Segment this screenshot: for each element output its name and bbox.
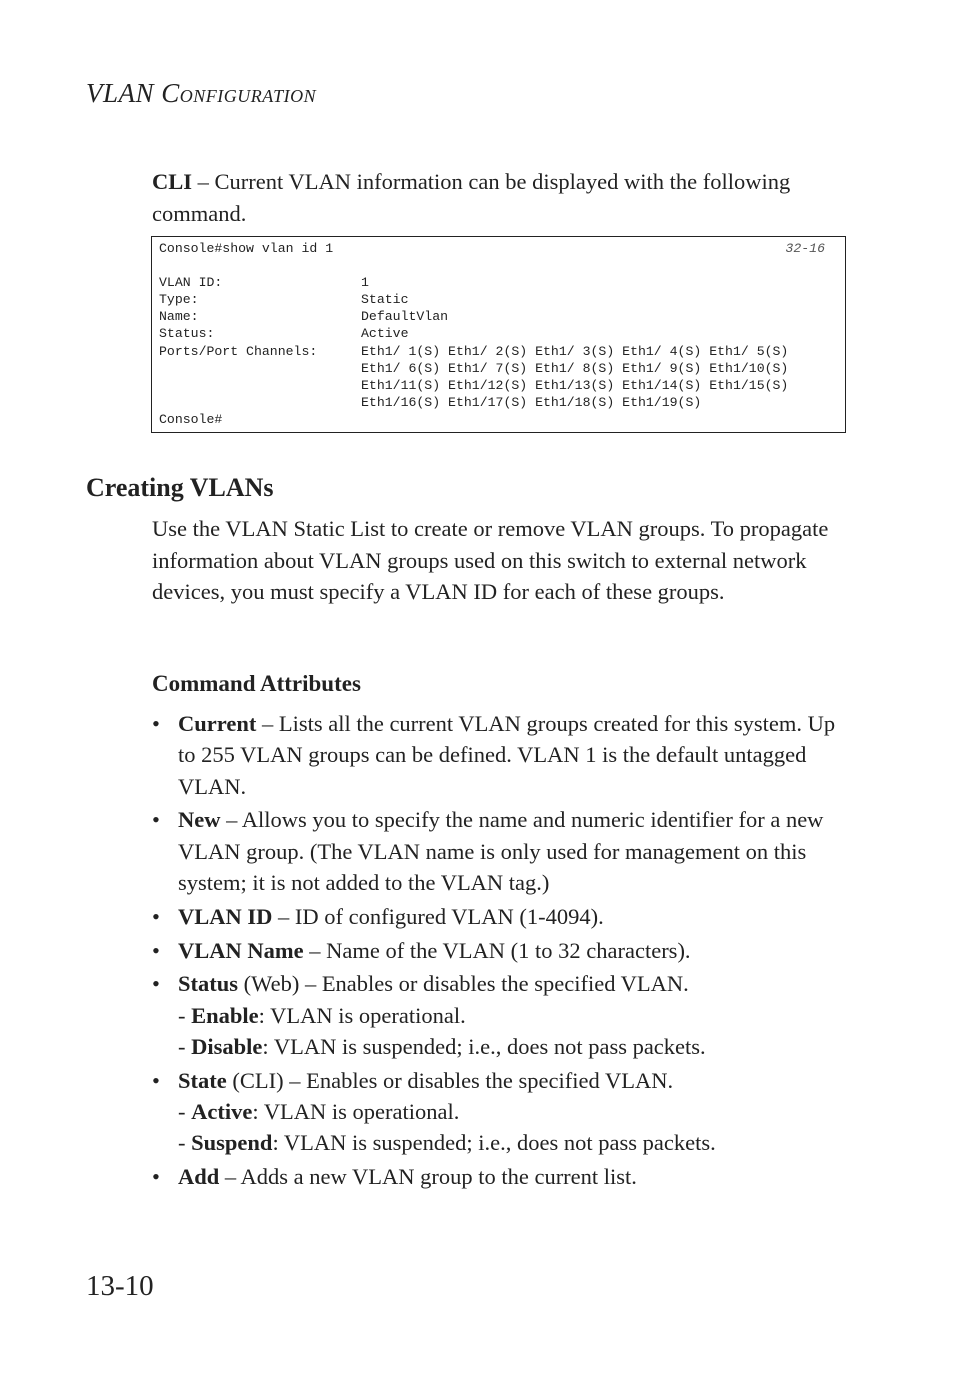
sub-term: Suspend: [191, 1130, 273, 1156]
attribute-item: [152, 804, 848, 898]
cli-intro-text: – Current VLAN information can be displayed with the following command.: [152, 169, 791, 226]
attribute-description: – Allows you to specify the name and numeric identifier for a new VLAN group. (The VLAN name is only used for management on this system; it is not added to the VLAN tag.): [178, 807, 824, 895]
code-field-value: Eth1/16(S) Eth1/17(S) Eth1/18(S) Eth1/19(S): [361, 394, 702, 410]
attributes-list: [152, 708, 848, 1195]
header-initial: V: [86, 78, 103, 108]
sub-term: Active: [191, 1099, 253, 1125]
header-small-caps: ONFIGURATION: [179, 86, 317, 106]
header-rest: LAN C: [103, 78, 180, 108]
code-field-value: Static: [361, 292, 409, 308]
code-field-line: [159, 394, 845, 411]
cli-intro: [152, 166, 848, 229]
attribute-description: (CLI) – Enables or disables the specified VLAN.: [226, 1067, 674, 1093]
code-field-value: Eth1/ 1(S) Eth1/ 2(S) Eth1/ 3(S) Eth1/ 4(S) Eth1/ 5(S): [361, 343, 789, 359]
code-blank-line: [159, 257, 845, 274]
sub-prefix: -: [178, 1099, 192, 1125]
bullet-icon: •: [152, 903, 160, 929]
code-field-line: [159, 325, 845, 342]
code-command: Console#show vlan id 1: [159, 241, 334, 256]
code-field-key: Type:: [159, 292, 199, 308]
bullet-icon: •: [152, 711, 160, 736]
attribute-item: [152, 1065, 848, 1159]
code-field-key: Ports/Port Channels:: [159, 343, 318, 359]
code-field-line: [159, 360, 845, 377]
sub-description: : VLAN is operational.: [252, 1099, 460, 1125]
sub-description: : VLAN is suspended; i.e., does not pass packets.: [272, 1130, 716, 1156]
attribute-term: VLAN ID: [178, 903, 273, 929]
attribute-item: [152, 901, 848, 932]
code-field-value: Eth1/ 6(S) Eth1/ 7(S) Eth1/ 8(S) Eth1/ 9(S) Eth1/10(S): [361, 360, 789, 376]
attribute-description: – Name of the VLAN (1 to 32 characters).: [303, 937, 691, 963]
bullet-icon: •: [152, 1067, 160, 1093]
bullet-icon: •: [152, 937, 160, 963]
code-field-line: [159, 308, 845, 325]
section-title: Creating VLANs: [86, 473, 274, 502]
running-header: [86, 78, 316, 109]
attribute-term: State: [178, 1067, 227, 1093]
attribute-sub-line: [178, 1096, 848, 1127]
code-field-value: 1: [361, 275, 369, 291]
attribute-sub-line: [178, 1127, 848, 1158]
attribute-item: [152, 708, 848, 802]
sub-term: Enable: [191, 1002, 259, 1028]
code-example: [151, 236, 846, 433]
attribute-description: – Lists all the current VLAN groups created for this system. Up to 255 VLAN groups can be defined. VLAN 1 is the default untagged VLAN.: [178, 711, 836, 799]
code-field-value: Active: [361, 326, 409, 342]
sub-prefix: -: [178, 1130, 192, 1156]
attribute-term: Status: [178, 971, 239, 997]
code-field-line: [159, 291, 845, 308]
code-field-line: [159, 377, 845, 394]
attribute-sub-line: [178, 1000, 848, 1031]
sub-description: : VLAN is operational.: [258, 1002, 466, 1028]
attribute-sub-line: [178, 1031, 848, 1062]
attribute-term: Current: [178, 711, 257, 736]
attributes-title: Command Attributes: [152, 671, 361, 696]
code-fields: [159, 274, 845, 411]
code-field-line: [159, 274, 845, 291]
attribute-description: (Web) – Enables or disables the specified VLAN.: [238, 971, 689, 997]
bullet-icon: •: [152, 971, 160, 997]
sub-description: : VLAN is suspended; i.e., does not pass packets.: [262, 1033, 706, 1059]
attribute-item: [152, 1161, 848, 1192]
page-number: 13-10: [86, 1270, 154, 1302]
bullet-icon: •: [152, 1164, 160, 1190]
attribute-description: – ID of configured VLAN (1-4094).: [272, 903, 604, 929]
section-paragraph: Use the VLAN Static List to create or remove VLAN groups. To propagate information about VLAN groups used on this switch to external network devices, you must specify a VLAN ID for each of these groups.: [152, 516, 829, 604]
attribute-item: [152, 935, 848, 966]
attribute-term: Add: [178, 1164, 220, 1190]
code-field-line: [159, 343, 845, 360]
code-field-value: DefaultVlan: [361, 309, 449, 325]
attribute-item: [152, 968, 848, 1062]
code-field-key: VLAN ID:: [159, 275, 223, 291]
sub-term: Disable: [191, 1033, 263, 1059]
sub-prefix: -: [178, 1002, 192, 1028]
bullet-icon: •: [152, 807, 160, 833]
code-field-key: Name:: [159, 309, 199, 325]
cli-label: CLI: [152, 169, 193, 194]
attribute-term: VLAN Name: [178, 937, 304, 963]
code-field-value: Eth1/11(S) Eth1/12(S) Eth1/13(S) Eth1/14(S) Eth1/15(S): [361, 377, 789, 393]
code-reference: 32-16: [785, 241, 825, 256]
attribute-term: New: [178, 807, 221, 833]
sub-prefix: -: [178, 1033, 192, 1059]
code-prompt: Console#: [159, 411, 223, 427]
attribute-description: – Adds a new VLAN group to the current list.: [219, 1164, 637, 1190]
code-field-key: Status:: [159, 326, 215, 342]
